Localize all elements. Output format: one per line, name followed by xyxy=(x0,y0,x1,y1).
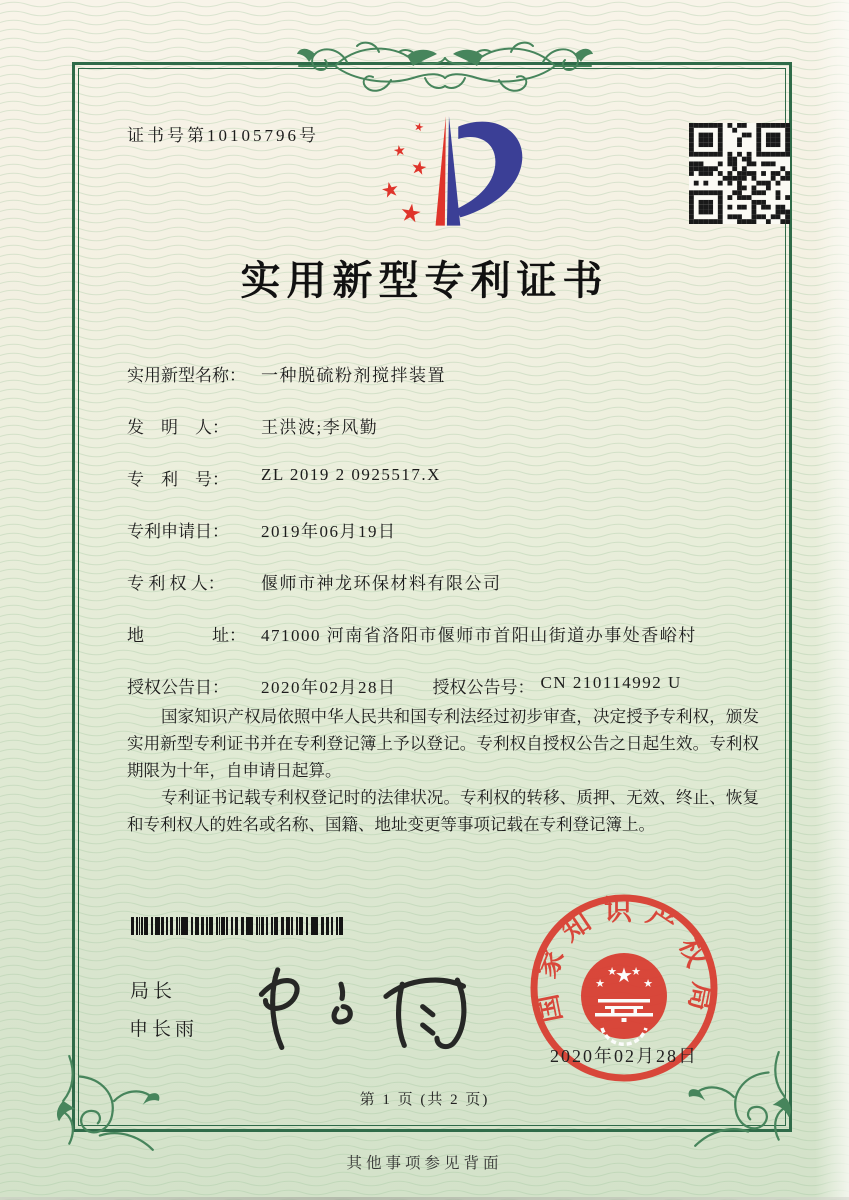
field-value: 471000 河南省洛阳市偃师市首阳山街道办事处香峪村 xyxy=(261,626,697,645)
field-label: 专利申请日： xyxy=(127,522,229,541)
field-row-patent-number xyxy=(127,465,777,517)
svg-text:★: ★ xyxy=(397,197,424,229)
field-row-filing-date xyxy=(127,517,777,569)
field-value: 偃师市神龙环保材料有限公司 xyxy=(261,574,502,593)
svg-text:★: ★ xyxy=(615,963,633,987)
national-emblem-icon xyxy=(581,953,667,1044)
signer-name: 申长雨 xyxy=(129,1019,199,1040)
field-value: 2020年02月28日 xyxy=(261,678,397,697)
svg-text:★: ★ xyxy=(643,977,653,990)
signer-role: 局长 xyxy=(130,981,177,1002)
top-flourish-ornament-icon xyxy=(293,34,597,98)
field-row-patentee xyxy=(127,569,777,621)
signature-handwriting xyxy=(243,948,488,1053)
seal-text-curved: 国家知识产权局 xyxy=(529,895,719,1026)
field-label: 地 址： xyxy=(127,626,246,645)
field-row-inventors xyxy=(127,413,777,465)
field-label: 授权公告号： xyxy=(432,678,535,697)
field-value: ZL 2019 2 0925517.X xyxy=(261,465,441,484)
field-pair-grant-number xyxy=(433,673,682,698)
field-label: 专 利 权 人： xyxy=(127,574,225,593)
svg-text:★: ★ xyxy=(408,156,429,181)
legal-text xyxy=(127,703,759,838)
page-indicator: 第 1 页 (共 2 页) xyxy=(359,1092,490,1108)
svg-text:★: ★ xyxy=(607,965,617,978)
issue-date: 2020年02月28日 xyxy=(550,1046,698,1066)
logo-p-swirl xyxy=(456,122,522,218)
field-label: 授权公告日： xyxy=(127,678,229,697)
scan-edge-artifact xyxy=(815,0,849,1200)
svg-text:★: ★ xyxy=(391,142,408,161)
body-paragraph-2: 专利证书记载专利权登记时的法律状况。专利权的转移、质押、无效、终止、恢复和专利权人的姓名或名称、国籍、地址变更等事项记载在专利登记簿上。 xyxy=(127,788,759,834)
field-value: CN 210114992 U xyxy=(540,673,682,692)
field-value: 2019年06月19日 xyxy=(261,522,397,541)
svg-text:★: ★ xyxy=(378,176,402,204)
logo-stars xyxy=(379,119,429,229)
field-value: 一种脱硫粉剂搅拌装置 xyxy=(261,366,446,385)
svg-text:★: ★ xyxy=(595,977,605,990)
field-list xyxy=(127,361,777,725)
field-label: 实用新型名称： xyxy=(127,366,246,385)
svg-text:★: ★ xyxy=(412,118,426,135)
field-row-name xyxy=(127,361,777,413)
cnipa-logo-icon xyxy=(366,108,534,238)
svg-text:★: ★ xyxy=(631,965,641,978)
back-side-note: 其他事项参见背面 xyxy=(346,1155,503,1172)
certificate-title: 实用新型专利证书 xyxy=(240,258,609,303)
qr-code-icon xyxy=(689,123,790,224)
body-paragraph-1: 国家知识产权局依照中华人民共和国专利法经过初步审查，决定授予专利权，颁发实用新型专利证书并在专利登记簿上予以登记。专利权自授权公告之日起生效。专利权期限为十年，自申请日起算。 xyxy=(127,707,759,780)
barcode-icon xyxy=(131,917,346,935)
field-label: 发 明 人： xyxy=(127,418,229,437)
field-value: 王洪波;李风勤 xyxy=(261,418,379,437)
field-row-address xyxy=(127,621,777,673)
field-label: 专 利 号： xyxy=(127,470,229,489)
certificate-number: 证书号第10105796号 xyxy=(127,126,319,145)
